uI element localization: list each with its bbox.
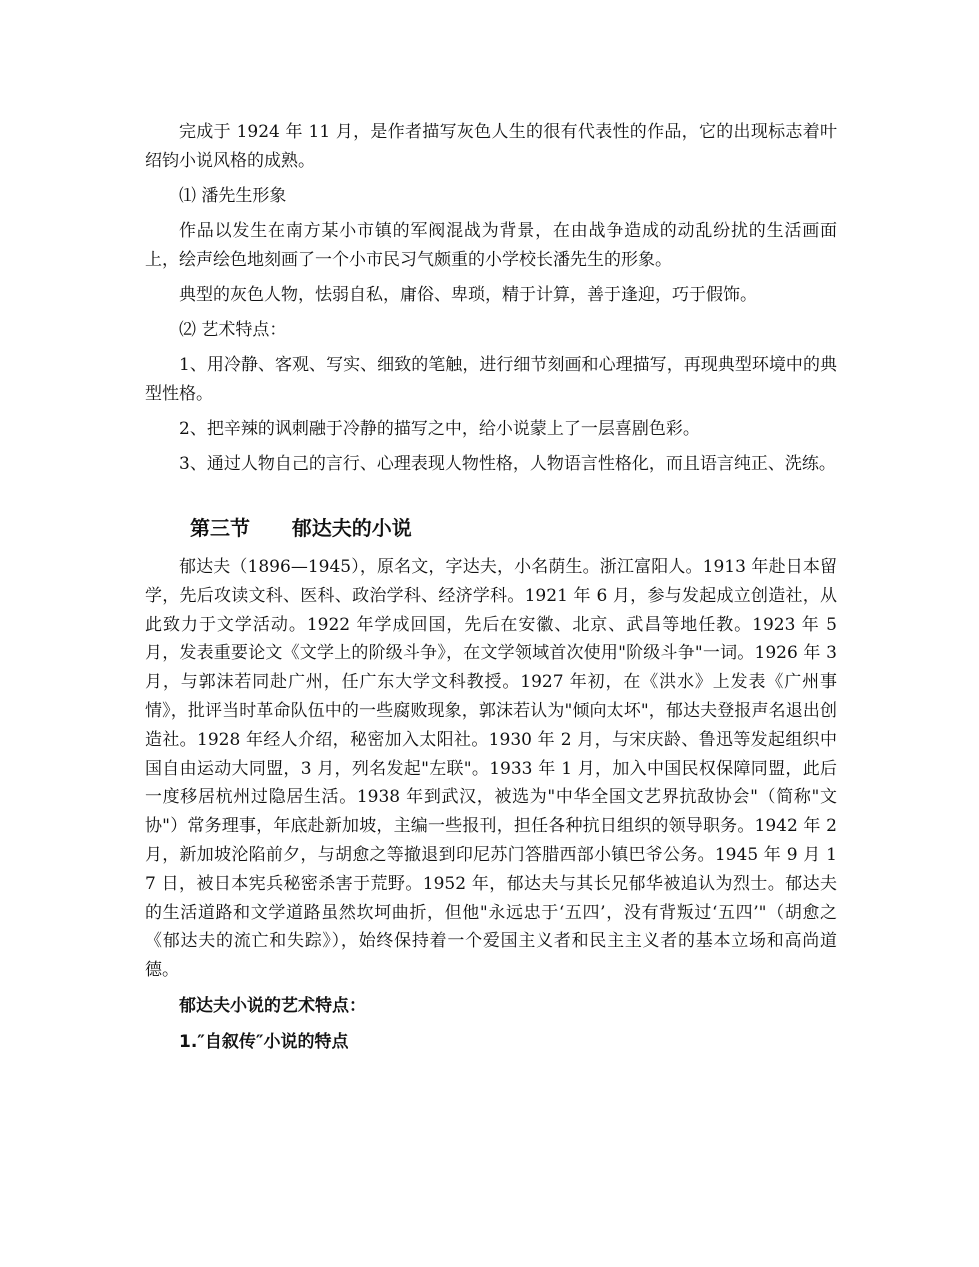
paragraph-heading-pan-image: ⑴ 潘先生形象 <box>179 186 287 206</box>
document-body <box>145 118 837 1057</box>
paragraph-feature-1: 1、用冷静、客观、写实、细致的笔触，进行细节刻画和心理描写，再现典型环境中的典型性格。 <box>145 355 837 404</box>
paragraph-feature-2: 2、把辛辣的讽刺融于冷静的描写之中，给小说蒙上了一层喜剧色彩。 <box>179 419 700 439</box>
paragraph-gray-character: 典型的灰色人物，怯弱自私，庸俗、卑琐，精于计算，善于逢迎，巧于假饰。 <box>179 285 757 305</box>
paragraph-feature-3: 3、通过人物自己的言行、心理表现人物性格，人物语言性格化，而且语言纯正、洗练。 <box>179 454 836 474</box>
paragraph-biography: 郁达夫（1896—1945），原名文，字达夫，小名荫生。浙江富阳人。1913 年赴日本留学，先后攻读文科、医科、政治学科、经济学科。1921 年 6 月，参与发起成立创造社，从此致力于文学活动。1922 年学成回国，先后在安徽、北京、武昌等地任教。1923 年 5 月，发表重要论文《文学上的阶级斗争》，在文学领域首次使用"阶级斗争"一词。1926 年 3 月，与郭沫若同赴广州，任广东大学文科教授。1927 年初，在《洪水》上发表《广州事情》，批评当时革命队伍中的一些腐败现象，郭沫若认为"倾向太坏"，郁达夫登报声名退出创造社。1928 年经人介绍，秘密加入太阳社。1930 年 2 月，与宋庆龄、鲁迅等发起组织中国自由运动大同盟，3 月，列名发起"左联"。1933 年 1 月，加入中国民权保障同盟，此后一度移居杭州过隐居生活。1938 年到武汉，被选为"中华全国文艺界抗敌协会"（简称"文协"）常务理事，年底赴新加坡，主编一些报刊，担任各种抗日组织的领导职务。1942 年 2 月，新加坡沦陷前夕，与胡愈之等撤退到印尼苏门答腊西部小镇巴爷公务。1945 年 9 月 17 日，被日本宪兵秘密杀害于荒野。1952 年，郁达夫与其长兄郁华被追认为烈士。郁达夫的生活道路和文学道路虽然坎坷曲折，但他"永远忠于‘五四’，没有背叛过‘五四’"（胡愈之《郁达夫的流亡和失踪》），始终保持着一个爱国主义者和民主主义者的基本立场和高尚道德。 <box>145 557 837 981</box>
subheading-art-features: 郁达夫小说的艺术特点： <box>179 995 366 1016</box>
section-title: 第三节 郁达夫的小说 <box>190 516 412 540</box>
subheading-autobiographical: 1.″自叙传″小说的特点 <box>179 1031 349 1052</box>
paragraph-heading-art-features: ⑵ 艺术特点： <box>179 320 287 340</box>
paragraph-pan-description: 作品以发生在南方某小市镇的军阀混战为背景，在由战争造成的动乱纷扰的生活画面上，绘声绘色地刻画了一个小市民习气颇重的小学校长潘先生的形象。 <box>145 221 837 270</box>
paragraph-work-summary: 完成于 1924 年 11 月，是作者描写灰色人生的很有代表性的作品，它的出现标志着叶绍钧小说风格的成熟。 <box>145 122 837 171</box>
